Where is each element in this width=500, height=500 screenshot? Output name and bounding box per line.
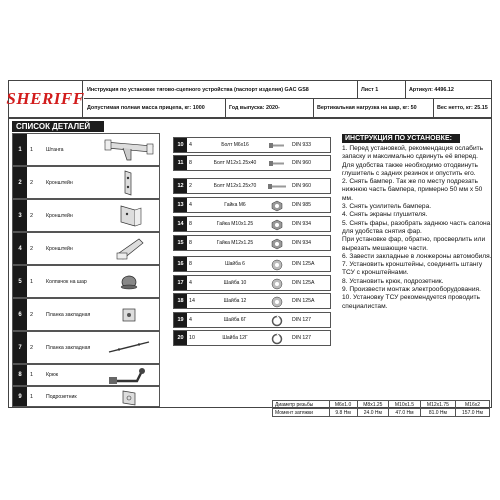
washer-icon: [267, 258, 287, 271]
part-name: Штанга: [46, 146, 64, 153]
tightening-torque-cell: 9.8 Нм: [329, 409, 357, 417]
instruction-step: 8. Установить крюк, подрозетник.: [342, 277, 444, 285]
mounting-plate-drawing: [101, 301, 157, 329]
hardware-standard: DIN 960: [292, 183, 312, 189]
hardware-qty: 4: [189, 280, 192, 286]
hardware-qty: 14: [189, 298, 195, 304]
washer-icon: [267, 295, 287, 308]
vertical-load: Вертикальная нагрузка на шар, кг: 50: [314, 99, 434, 117]
hardware-row: [173, 216, 331, 232]
hardware-qty: 8: [189, 221, 192, 227]
part-name: Планка закладная: [46, 344, 91, 351]
hardware-standard: DIN 127: [292, 335, 312, 341]
instructions-title: ИНСТРУКЦИЯ ПО УСТАНОВКЕ:: [342, 134, 460, 143]
thread-diameter-cell: М12х1.75: [420, 401, 455, 409]
instruction-step: Для удобства также необходимо отодвинуть глушитель с задних резинок и опустить его.: [342, 161, 478, 177]
hardware-qty: 10: [189, 335, 195, 341]
production-year: Год выпуска: 2020-: [226, 99, 314, 117]
instruction-step: 6. Завести закладные в лонжероны автомобиля.: [342, 252, 492, 260]
part-number: 8: [13, 365, 27, 385]
hardware-qty: 2: [189, 183, 192, 189]
instruction-step: 4. Снять экраны глушителя.: [342, 211, 428, 219]
hardware-number: 12: [174, 179, 187, 193]
part-qty: 2: [30, 179, 34, 186]
tightening-torque-label: Момент затяжки: [273, 409, 330, 417]
hardware-number: 10: [174, 138, 187, 152]
ball-cap-drawing: [101, 268, 157, 296]
hardware-qty: 8: [189, 240, 192, 246]
bolt-icon: [267, 157, 287, 170]
instructions-list: [342, 145, 492, 311]
part-row: [12, 364, 160, 386]
hardware-qty: 4: [189, 202, 192, 208]
tightening-torque-cell: 81.0 Нм: [420, 409, 455, 417]
part-row: [12, 265, 160, 298]
thread-diameter-cell: М10х1.5: [389, 401, 421, 409]
hardware-standard: DIN 934: [292, 221, 312, 227]
part-row: [12, 232, 160, 265]
sheet-number: Лист 1: [358, 81, 406, 99]
hardware-name: Болт М12х1.25х40: [213, 160, 257, 166]
hardware-number: 13: [174, 198, 187, 212]
hardware-row: [173, 197, 331, 213]
nut-icon: [267, 237, 287, 250]
hardware-row: [173, 235, 331, 251]
max-trailer-mass: Допустимая полная масса прицепа, кг: 1000: [84, 99, 226, 117]
tightening-torque-cell: 24.0 Нм: [357, 409, 389, 417]
tow-bar-drawing: [101, 136, 157, 164]
instruction-step: 7. Установить кронштейны, соединить штангу ТСУ с кронштейнами.: [342, 261, 483, 277]
hardware-qty: 4: [189, 317, 192, 323]
hardware-number: 16: [174, 257, 187, 271]
thread-diameter-cell: М16х2: [456, 401, 490, 409]
hardware-name: Шайба 6Г: [223, 317, 247, 323]
bracket-drawing: [101, 202, 157, 230]
bracket-drawing: [101, 235, 157, 263]
part-qty: 1: [30, 278, 34, 285]
part-number: 4: [13, 233, 27, 264]
instruction-step: 1. Перед установкой, рекомендация ослабить запаску и максимально сдвинуть её вперед.: [342, 145, 484, 161]
hardware-row: [173, 293, 331, 309]
hardware-standard: DIN 933: [292, 142, 312, 148]
hardware-number: 15: [174, 236, 187, 250]
hardware-row: [173, 178, 331, 194]
part-qty: 1: [30, 372, 34, 378]
bolt-icon: [267, 180, 287, 193]
part-number: 9: [13, 387, 27, 406]
hardware-name: Болт М6х16: [221, 142, 249, 148]
part-row: [12, 166, 160, 199]
part-qty: 2: [30, 311, 34, 318]
hardware-number: 14: [174, 217, 187, 231]
part-number: 5: [13, 266, 27, 297]
parts-list-title: СПИСОК ДЕТАЛЕЙ: [12, 121, 104, 132]
instruction-step: 10. Установку ТСУ рекомендуется проводить специалистам.: [342, 294, 480, 310]
tightening-torque-row: [273, 409, 490, 417]
brand-name: SHERIFF: [6, 89, 85, 108]
hardware-number: 20: [174, 331, 187, 345]
hardware-name: Шайба 12Г: [222, 335, 248, 341]
socket-bracket-drawing: [101, 389, 157, 406]
part-qty: 1: [30, 146, 34, 153]
part-number: 6: [13, 299, 27, 330]
part-qty: 2: [30, 344, 34, 351]
hardware-number: 18: [174, 294, 187, 308]
spring-washer-icon: [267, 314, 287, 327]
thread-diameter-row: [273, 401, 490, 409]
brand-logo: [6, 81, 85, 117]
hardware-qty: 8: [189, 160, 192, 166]
hardware-standard: DIN 125A: [292, 298, 315, 304]
part-name: Кронштейн: [46, 212, 73, 219]
tightening-torque-cell: 47.0 Нм: [389, 409, 421, 417]
instruction-step: 9. Произвести монтаж электрооборудования.: [342, 286, 481, 294]
hardware-qty: 4: [189, 142, 192, 148]
instruction-title: Инструкция по установке тягово-сцепного устройства (паспорт изделия) GAC GS8: [84, 81, 358, 99]
hardware-row: [173, 330, 331, 346]
mounting-plate-drawing: [101, 334, 157, 362]
hardware-standard: DIN 934: [292, 240, 312, 246]
thread-diameter-cell: М8х1.25: [357, 401, 389, 409]
thread-diameter-cell: М6х1.0: [329, 401, 357, 409]
part-name: Колпачок на шар: [46, 278, 87, 285]
part-row: [12, 133, 160, 166]
part-number: 3: [13, 200, 27, 231]
part-row: [12, 298, 160, 331]
part-number: 1: [13, 134, 27, 165]
washer-icon: [267, 277, 287, 290]
thread-diameter-label: Диаметр резьбы: [273, 401, 330, 409]
hardware-name: Шайба 12: [223, 298, 247, 304]
hardware-number: 17: [174, 276, 187, 290]
hardware-standard: DIN 127: [292, 317, 312, 323]
hardware-name: Болт М12х1.25х70: [213, 183, 257, 189]
tow-hook-drawing: [101, 367, 157, 385]
part-row: [12, 331, 160, 364]
hardware-name: Гайка М6: [224, 202, 246, 208]
hardware-standard: DIN 960: [292, 160, 312, 166]
torque-table: [272, 400, 490, 417]
part-qty: 2: [30, 212, 34, 219]
hardware-qty: 8: [189, 261, 192, 267]
part-name: Кронштейн: [46, 245, 73, 252]
instruction-step: 5. Снять фары, разобрать заднюю часть салона для удобства снятия фар.: [342, 219, 491, 235]
tightening-torque-cell: 157.0 Нм: [456, 409, 490, 417]
spring-washer-icon: [267, 332, 287, 345]
hardware-number: 19: [174, 313, 187, 327]
hardware-row: [173, 137, 331, 153]
part-name: Подрозетник: [46, 393, 77, 400]
net-weight: Вес нетто, кг: 25.15: [437, 105, 488, 111]
part-row: [12, 199, 160, 232]
hardware-row: [173, 312, 331, 328]
part-number: 2: [13, 167, 27, 198]
hardware-name: Шайба 6: [225, 261, 245, 267]
hardware-standard: DIN 125A: [292, 261, 315, 267]
nut-icon: [267, 199, 287, 212]
hardware-standard: DIN 985: [292, 202, 312, 208]
part-number: 7: [13, 332, 27, 363]
instruction-step: 3. Снять усилитель бампера.: [342, 203, 432, 211]
bracket-drawing: [101, 169, 157, 197]
hardware-name: Гайка М12х1.25: [216, 240, 254, 246]
part-name: Кронштейн: [46, 179, 73, 186]
article-number: Артикул: 4496.12: [406, 81, 491, 99]
part-qty: 1: [30, 393, 34, 400]
hardware-row: [173, 275, 331, 291]
part-name: Планка закладная: [46, 311, 91, 318]
hardware-name: Шайба 10: [223, 280, 247, 286]
hardware-name: Гайка М10х1.25: [216, 221, 254, 227]
part-row: [12, 386, 160, 407]
hardware-row: [173, 256, 331, 272]
hardware-row: [173, 155, 331, 171]
part-name: Крюк: [46, 372, 59, 378]
part-qty: 2: [30, 245, 34, 252]
hardware-number: 11: [174, 156, 187, 170]
nut-icon: [267, 218, 287, 231]
bolt-icon: [267, 139, 287, 152]
instruction-step: 2. Снять бампер. Так же по месту подрезать нижнюю часть бампера, примерно 50 мм х 50 мм.: [342, 178, 483, 202]
instruction-step: При установке фар, обратно, просверлить или вырезать мешающие части.: [342, 236, 486, 252]
hardware-standard: DIN 125A: [292, 280, 315, 286]
